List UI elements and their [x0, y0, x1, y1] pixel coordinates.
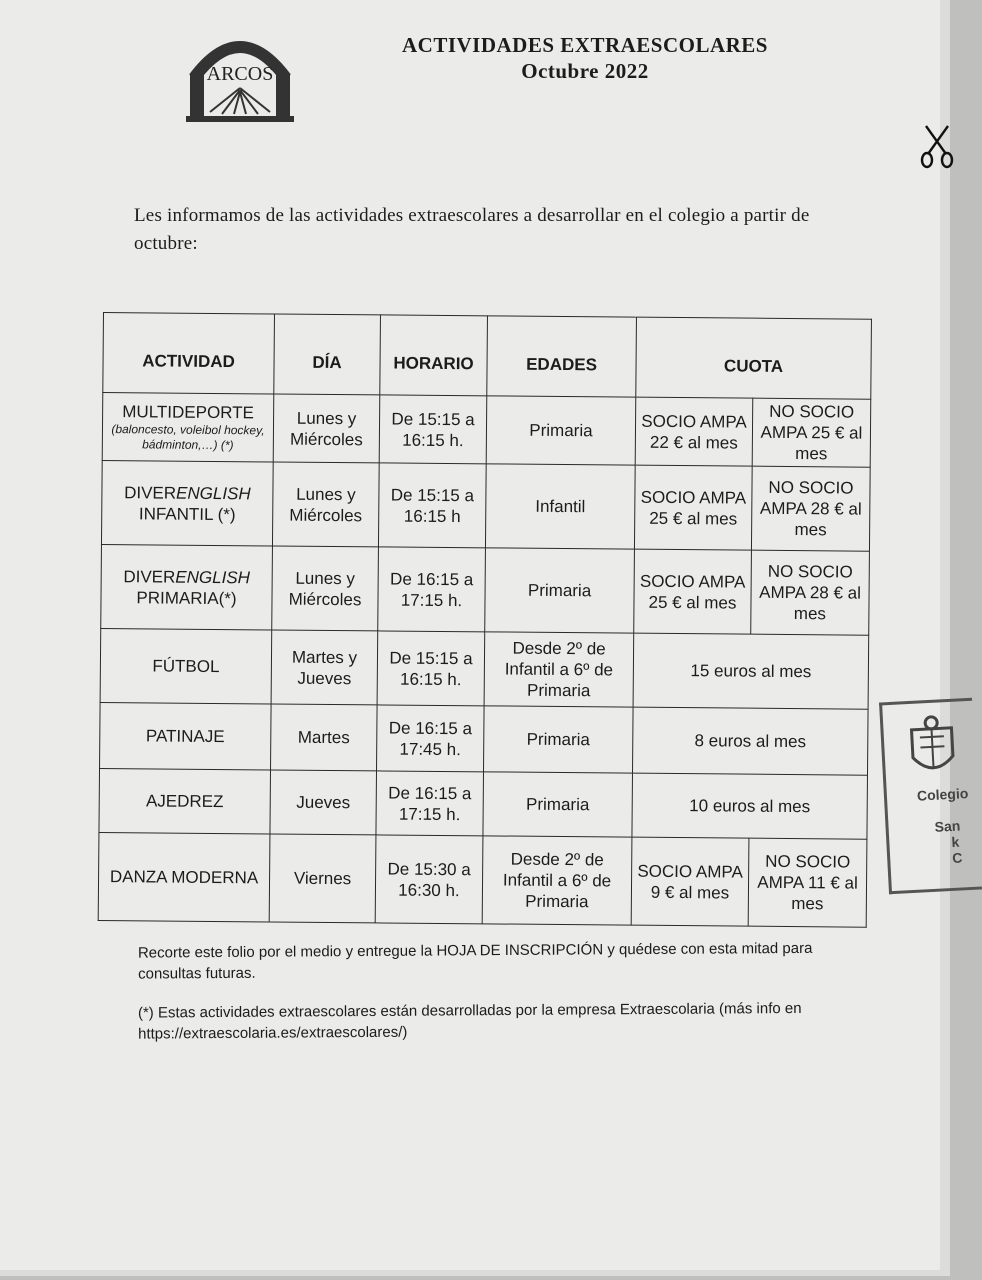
header-activity: ACTIVIDAD [103, 313, 275, 394]
table-row [99, 768, 868, 839]
document-header [330, 32, 840, 84]
fee-socio-cell: SOCIO AMPA 25 € al mes [634, 465, 752, 550]
activity-name-italic: ENGLISH [175, 567, 251, 587]
ages-cell: Primaria [483, 772, 633, 837]
day-cell: Martes [271, 704, 378, 771]
activity-subtitle: (baloncesto, voleibol hockey, bádminton,…) (*) [111, 422, 265, 453]
company-footnote: (*) Estas actividades extraescolares están desarrolladas por la empresa Extraescolaria (más info en https://extraescolaria.es/extraescolares/) [137, 999, 802, 1043]
fee-socio-cell: SOCIO AMPA 9 € al mes [631, 837, 749, 926]
stamp-text: San [934, 817, 961, 835]
table-row [100, 702, 869, 775]
activity-cell: DANZA MODERNA [98, 832, 270, 921]
day-cell: Lunes y Miércoles [272, 462, 379, 547]
day-cell: Jueves [270, 770, 377, 835]
cut-instruction-note: Recorte este folio por el medio y entregue la HOJA DE INSCRIPCIÓN y quédese con esta mitad para consultas futuras. [137, 939, 813, 983]
header-time: HORARIO [380, 315, 488, 396]
fee-no-socio-cell: NO SOCIO AMPA 28 € al mes [751, 550, 870, 635]
stamp-text: Colegio [916, 785, 969, 804]
time-cell: De 16:15 a 17:15 h. [378, 547, 486, 632]
time-cell: De 15:15 a 16:15 h [378, 463, 486, 548]
table-row [98, 832, 867, 927]
school-stamp [879, 698, 982, 895]
activity-name: DIVER [123, 566, 176, 587]
day-cell: Lunes y Miércoles [273, 394, 380, 463]
school-logo [186, 30, 294, 126]
activity-cell [101, 460, 273, 545]
fee-socio-cell: SOCIO AMPA 25 € al mes [634, 549, 752, 634]
table-row [100, 628, 869, 709]
activities-table [98, 312, 872, 928]
ages-cell: Desde 2º de Infantil a 6º de Primaria [482, 836, 632, 925]
ages-cell: Primaria [484, 706, 634, 773]
stamp-text: C [951, 849, 963, 866]
page-subtitle: Octubre 2022 [521, 59, 649, 83]
fee-no-socio-cell: NO SOCIO AMPA 28 € al mes [751, 466, 870, 551]
logo-text: ARCOS [206, 63, 274, 85]
page-title: ACTIVIDADES EXTRAESCOLARES [401, 33, 768, 57]
activity-name-line2: INFANTIL (*) [138, 503, 236, 524]
stamp-text: k [951, 833, 960, 850]
ages-cell: Primaria [486, 396, 636, 465]
time-cell: De 15:15 a 16:15 h. [379, 395, 487, 464]
intro-paragraph: Les informamos de las actividades extraescolares a desarrollar en el colegio a partir de octubre: [134, 205, 810, 254]
day-cell: Martes y Jueves [271, 630, 378, 705]
header-ages: EDADES [487, 316, 637, 397]
activity-cell: FÚTBOL [100, 628, 272, 703]
fee-socio-cell: SOCIO AMPA 22 € al mes [635, 397, 753, 466]
coat-of-arms-icon [901, 711, 965, 784]
time-cell: De 15:30 a 16:30 h. [375, 835, 483, 924]
table-header-row [103, 313, 872, 400]
time-cell: De 16:15 a 17:45 h. [377, 705, 485, 772]
header-day: DÍA [274, 314, 381, 395]
header-fee: CUOTA [636, 317, 872, 399]
fee-cell: 10 euros al mes [632, 773, 868, 839]
table-row [101, 544, 870, 635]
activity-name-line2: PRIMARIA(*) [136, 587, 237, 608]
activity-cell [102, 393, 274, 462]
fee-cell: 8 euros al mes [632, 707, 868, 775]
time-cell: De 16:15 a 17:15 h. [376, 771, 484, 836]
activity-cell: PATINAJE [100, 702, 272, 769]
scissors-icon [920, 124, 954, 170]
day-cell: Lunes y Miércoles [272, 546, 379, 631]
ages-cell: Primaria [485, 548, 635, 633]
day-cell: Viernes [269, 834, 376, 923]
time-cell: De 15:15 a 16:15 h. [377, 631, 485, 706]
activity-name-italic: ENGLISH [175, 483, 251, 503]
activity-name: DIVER [124, 482, 177, 503]
fee-cell: 15 euros al mes [633, 633, 869, 709]
activity-name: MULTIDEPORTE [122, 402, 255, 423]
table-row [101, 460, 870, 551]
activity-cell: AJEDREZ [99, 768, 271, 833]
fee-no-socio-cell: NO SOCIO AMPA 25 € al mes [752, 398, 871, 467]
fee-no-socio-cell: NO SOCIO AMPA 11 € al mes [748, 838, 867, 927]
activity-cell [101, 544, 273, 629]
ages-cell: Desde 2º de Infantil a 6º de Primaria [484, 632, 634, 707]
ages-cell: Infantil [485, 464, 635, 549]
table-row [102, 393, 871, 468]
